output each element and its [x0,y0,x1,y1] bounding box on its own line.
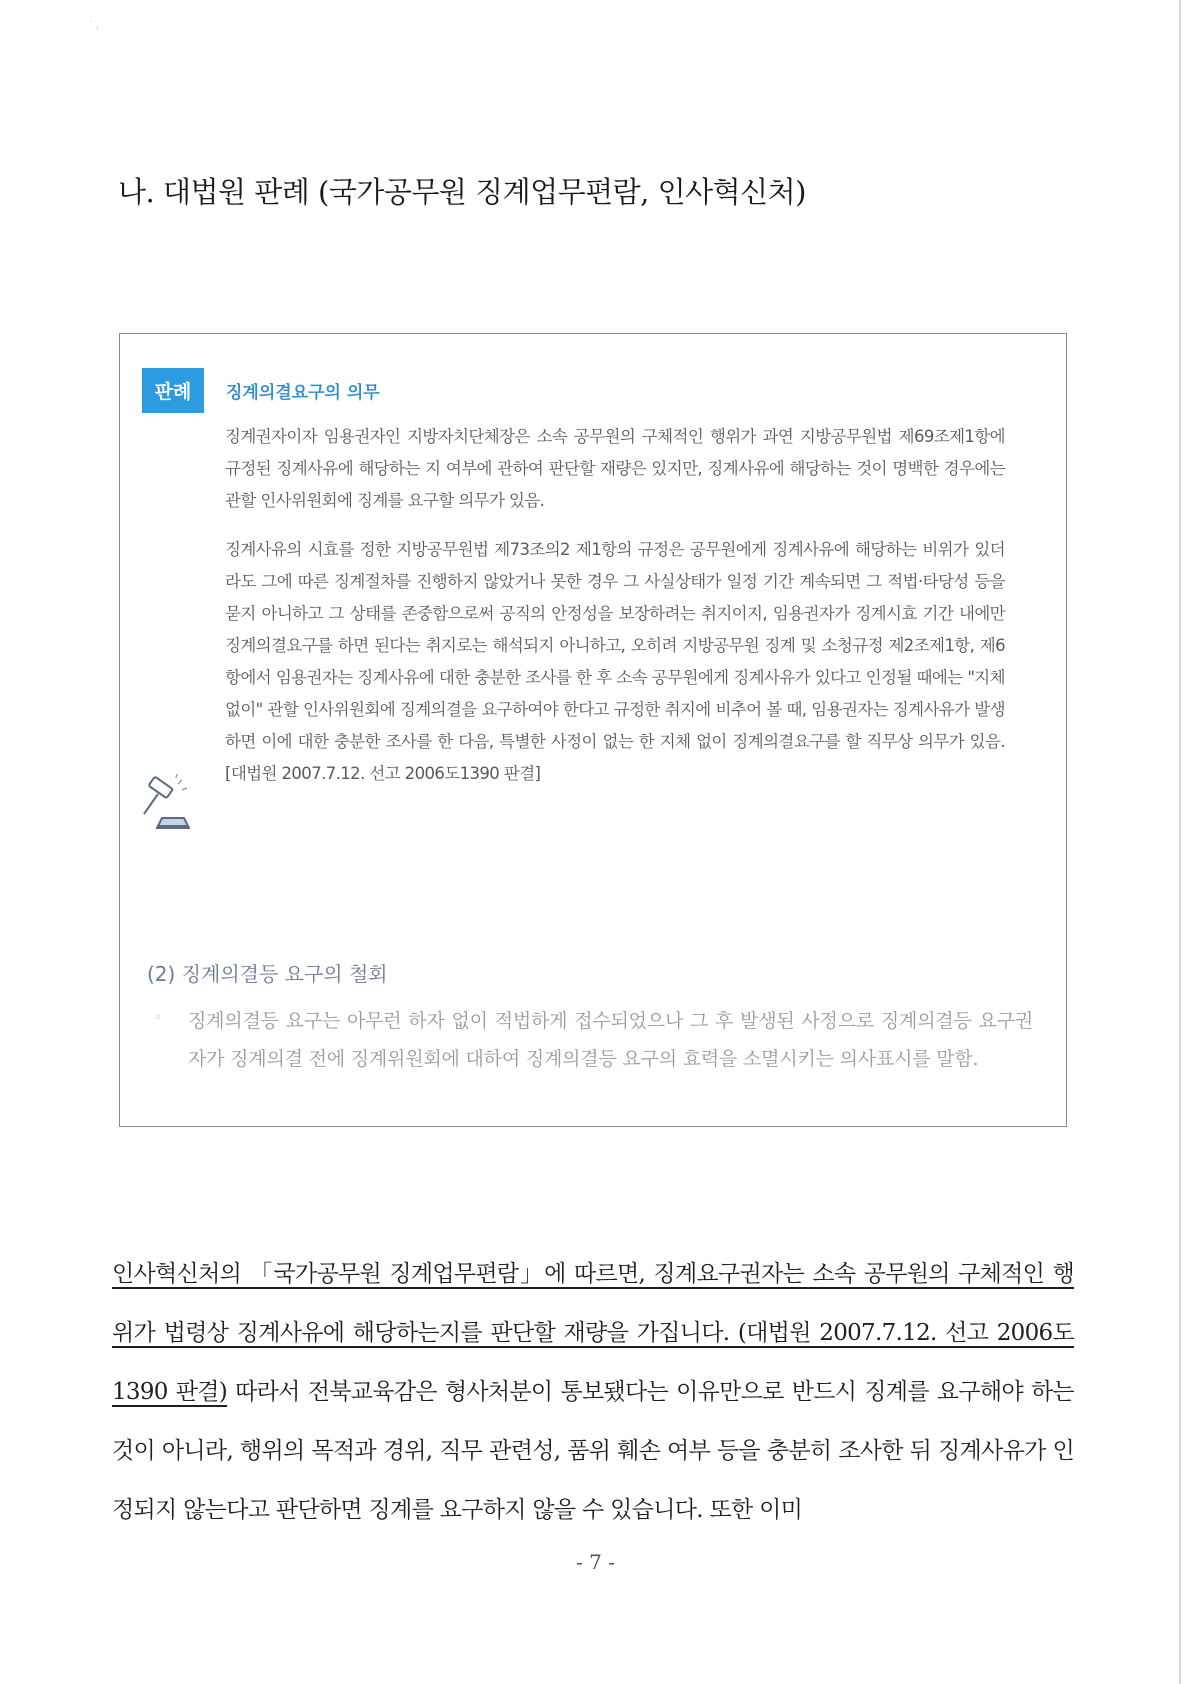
page-edge-line [1179,0,1181,1684]
bullet-icon: ◦ [154,1010,163,1026]
gavel-icon [136,774,194,832]
body-paragraph [112,1245,1074,1540]
page-number: - 7 - [576,1550,615,1574]
case-badge: 판례 [142,368,204,413]
body-plain-text: 따라서 전북교육감은 형사처분이 통보됐다는 이유만으로 반드시 징계를 요구해야 하는 것이 아니라, 행위의 목적과 경위, 직무 관련성, 품위 훼손 여부 등을 충분히 조사한 뒤 징계사유가 인정되지 않는다고 판단하면 징계를 요구하지 않을 수 있습니다. 또한 이미 [112,1379,1074,1523]
section-heading: 나. 대법원 판례 (국가공무원 징계업무편람, 인사혁신처) [118,175,806,209]
sub-heading: (2) 징계의결등 요구의 철회 [147,962,388,986]
case-box [119,333,1067,1127]
scan-specks: ˙ ˌ [88,20,99,31]
case-title: 징계의결요구의 의무 [226,383,380,403]
case-paragraph-1: 징계권자이자 임용권자인 지방자치단체장은 소속 공무원의 구체적인 행위가 과연 지방공무원법 제69조제1항에 규정된 징계사유에 해당하는 지 여부에 관하여 판단할 재량은 있지만, 징계사유에 해당하는 것이 명백한 경우에는 관할 인사위원회에 징계를 요구할 의무가 있음. [225,427,1005,510]
case-paragraph-2: 징계사유의 시효를 정한 지방공무원법 제73조의2 제1항의 규정은 공무원에게 징계사유에 해당하는 비위가 있더라도 그에 따른 징계절차를 진행하지 않았거나 못한 경우 그 사실상태가 일정 기간 계속되면 그 적법·타당성 등을 묻지 아니하고 그 상태를 존중함으로써 공직의 안정성을 보장하려는 취지이지, 임용권자가 징계시효 기간 내에만 징계의결요구를 하면 된다는 취지로는 해석되지 아니하고, 오히려 지방공무원 징계 및 소청규정 제2조제1항, 제6항에서 임용권자는 징계사유에 대한 충분한 조사를 한 후 소속 공무원에게 징계사유가 있다고 인정될 때에는 "지체 없이" 관할 인사위원회에 징계의결을 요구하여야 한다고 규정한 취지에 비추어 볼 때, 임용권자는 징계사유가 발생하면 이에 대한 충분한 조사를 한 다음, 특별한 사정이 없는 한 지체 없이 징계의결요구를 할 직무상 의무가 있음.[대법원 2007.7.12. 선고 2006도1390 판결] [225,540,1005,783]
body-underlined-text: 인사혁신처의 「국가공무원 징계업무편람」에 따르면, 징계요구권자는 소속 공무원의 구체적인 행위가 법령상 징계사유에 해당하는지를 판단할 재량을 가집니다. (대법원 2007.7.12. 선고 2006도1390 판결) [112,1261,1074,1405]
sub-paragraph: 징계의결등 요구는 아무런 하자 없이 적법하게 접수되었으나 그 후 발생된 사정으로 징계의결등 요구권자가 징계의결 전에 징계위원회에 대하여 징계의결등 요구의 효력을 소멸시키는 의사표시를 말함. [188,1010,1033,1070]
